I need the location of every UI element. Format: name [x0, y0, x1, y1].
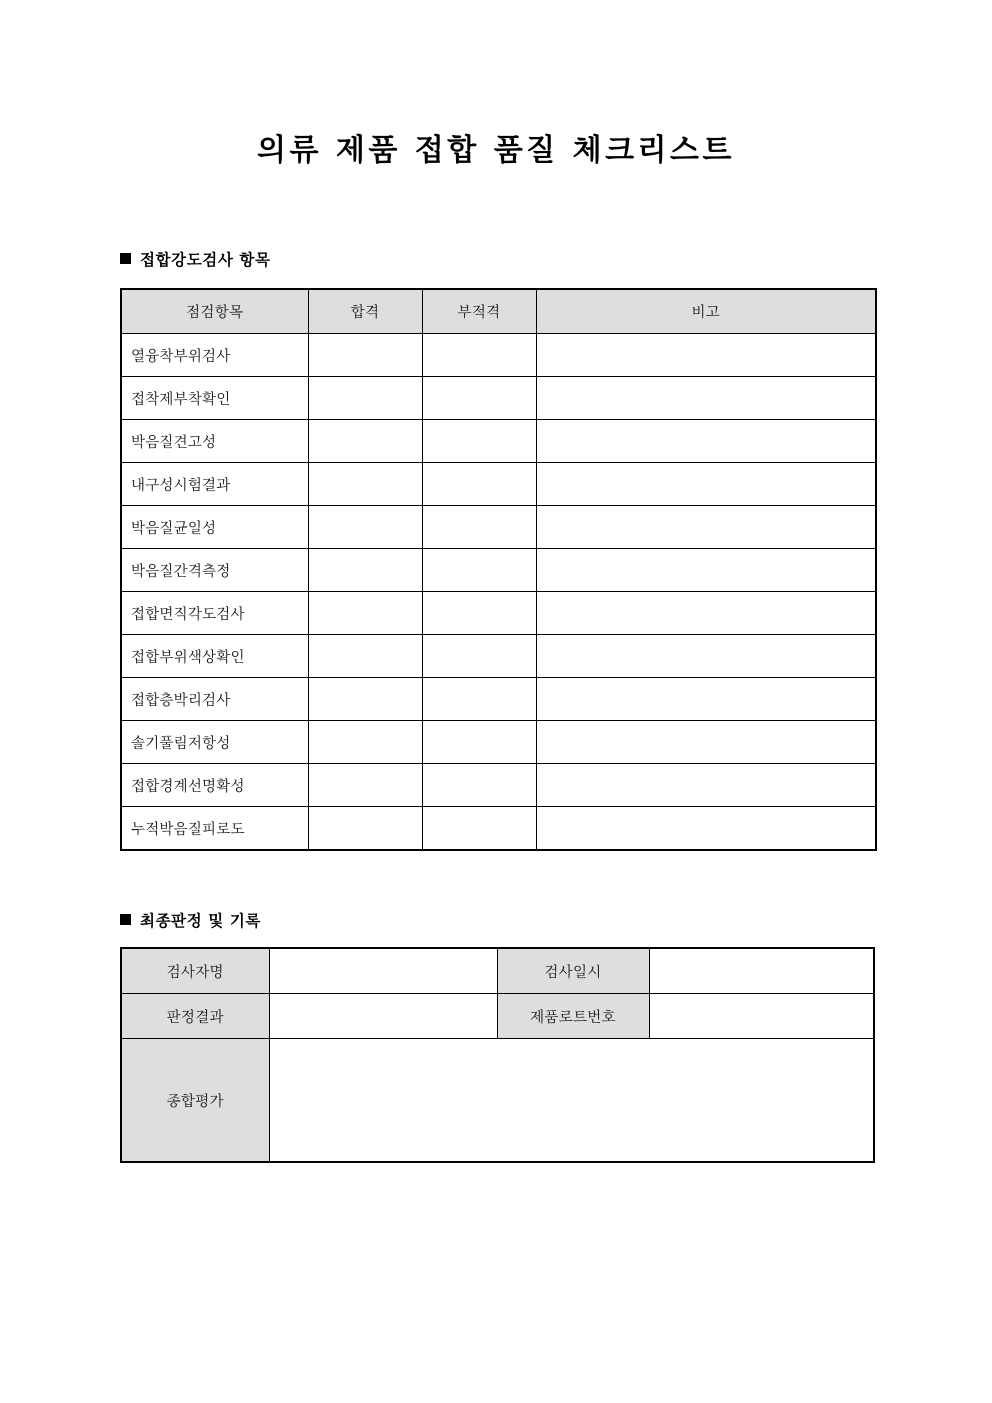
product-lot-number-label: 제품로트번호 [497, 994, 649, 1039]
fail-checkbox-cell[interactable] [422, 592, 536, 635]
table-row [121, 592, 876, 635]
pass-checkbox-cell[interactable] [308, 506, 422, 549]
table-row [121, 948, 874, 994]
inspection-item-label: 솔기풀림저항성 [121, 721, 308, 764]
inspection-item-label: 내구성시험결과 [121, 463, 308, 506]
inspection-item-label: 접합층박리검사 [121, 678, 308, 721]
pass-checkbox-cell[interactable] [308, 721, 422, 764]
inspection-item-label: 박음질간격측정 [121, 549, 308, 592]
inspection-date-label: 검사일시 [497, 948, 649, 994]
remark-field[interactable] [536, 592, 876, 635]
section-heading-inspection-items [120, 249, 271, 271]
remark-field[interactable] [536, 377, 876, 420]
pass-checkbox-cell[interactable] [308, 592, 422, 635]
fail-checkbox-cell[interactable] [422, 678, 536, 721]
table-row [121, 420, 876, 463]
table-row [121, 994, 874, 1039]
section-heading-label: 접합강도검사 항목 [140, 251, 271, 269]
pass-checkbox-cell[interactable] [308, 764, 422, 807]
table-row [121, 1039, 874, 1163]
inspector-name-field[interactable] [269, 948, 497, 994]
overall-evaluation-label: 종합평가 [121, 1039, 269, 1163]
inspection-item-label: 누적박음질피로도 [121, 807, 308, 851]
pass-checkbox-cell[interactable] [308, 678, 422, 721]
bullet-square-icon [120, 914, 131, 925]
fail-checkbox-cell[interactable] [422, 635, 536, 678]
table-row [121, 334, 876, 377]
table-row [121, 463, 876, 506]
inspection-item-label: 접합경계선명확성 [121, 764, 308, 807]
product-lot-number-field[interactable] [649, 994, 874, 1039]
column-header-fail: 부적격 [422, 289, 536, 334]
table-row [121, 807, 876, 851]
pass-checkbox-cell[interactable] [308, 420, 422, 463]
pass-checkbox-cell[interactable] [308, 334, 422, 377]
overall-evaluation-field[interactable] [269, 1039, 874, 1163]
remark-field[interactable] [536, 678, 876, 721]
table-row [121, 377, 876, 420]
fail-checkbox-cell[interactable] [422, 764, 536, 807]
table-row [121, 678, 876, 721]
table-row [121, 635, 876, 678]
inspector-name-label: 검사자명 [121, 948, 269, 994]
pass-checkbox-cell[interactable] [308, 807, 422, 851]
remark-field[interactable] [536, 420, 876, 463]
judgement-result-label: 판정결과 [121, 994, 269, 1039]
inspection-item-label: 접합부위색상확인 [121, 635, 308, 678]
judgement-result-field[interactable] [269, 994, 497, 1039]
pass-checkbox-cell[interactable] [308, 463, 422, 506]
pass-checkbox-cell[interactable] [308, 549, 422, 592]
bullet-square-icon [120, 253, 131, 264]
inspection-item-label: 열융착부위검사 [121, 334, 308, 377]
column-header-item: 점검항목 [121, 289, 308, 334]
table-row [121, 506, 876, 549]
table-row [121, 721, 876, 764]
table-header-row [121, 289, 876, 334]
inspection-items-table [120, 288, 877, 851]
fail-checkbox-cell[interactable] [422, 463, 536, 506]
section-heading-final-record [120, 910, 261, 932]
fail-checkbox-cell[interactable] [422, 721, 536, 764]
final-record-table [120, 947, 875, 1163]
remark-field[interactable] [536, 807, 876, 851]
fail-checkbox-cell[interactable] [422, 420, 536, 463]
pass-checkbox-cell[interactable] [308, 635, 422, 678]
remark-field[interactable] [536, 334, 876, 377]
inspection-item-label: 박음질견고성 [121, 420, 308, 463]
section-heading-label: 최종판정 및 기록 [140, 912, 262, 930]
remark-field[interactable] [536, 463, 876, 506]
fail-checkbox-cell[interactable] [422, 549, 536, 592]
remark-field[interactable] [536, 764, 876, 807]
pass-checkbox-cell[interactable] [308, 377, 422, 420]
column-header-pass: 합격 [308, 289, 422, 334]
table-row [121, 549, 876, 592]
column-header-remark: 비고 [536, 289, 876, 334]
inspection-date-field[interactable] [649, 948, 874, 994]
remark-field[interactable] [536, 721, 876, 764]
inspection-item-label: 접착제부착확인 [121, 377, 308, 420]
fail-checkbox-cell[interactable] [422, 506, 536, 549]
remark-field[interactable] [536, 635, 876, 678]
inspection-item-label: 접합면직각도검사 [121, 592, 308, 635]
table-row [121, 764, 876, 807]
remark-field[interactable] [536, 549, 876, 592]
fail-checkbox-cell[interactable] [422, 377, 536, 420]
fail-checkbox-cell[interactable] [422, 807, 536, 851]
fail-checkbox-cell[interactable] [422, 334, 536, 377]
remark-field[interactable] [536, 506, 876, 549]
page-title: 의류 제품 접합 품질 체크리스트 [256, 133, 736, 168]
inspection-item-label: 박음질균일성 [121, 506, 308, 549]
